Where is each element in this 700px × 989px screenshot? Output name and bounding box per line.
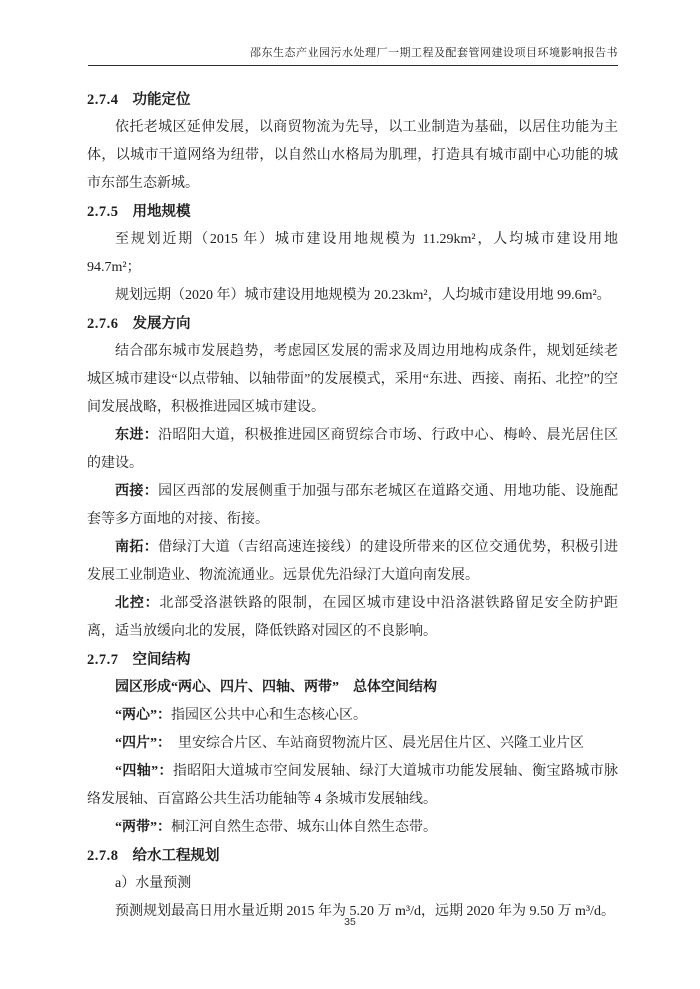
paragraph: [87, 590, 618, 646]
paragraph-text: 依托老城区延伸发展，以商贸物流为先导，以工业制造为基础，以居住功能为主体，以城市干道网络为纽带，以自然山水格局为肌理，打造具有城市副中心功能的城市东部生态新城。: [87, 120, 618, 191]
paragraph-lead: “四轴”：: [115, 764, 173, 779]
page-footer: [0, 916, 700, 928]
section-heading-2-7-8: [87, 842, 618, 870]
paragraph: [87, 534, 618, 590]
paragraph-text: 园区西部的发展侧重于加强与邵东老城区在道路交通、用地功能、设施配套等多方面地的对接、衔接。: [87, 484, 619, 527]
section-title: 给水工程规划: [132, 848, 220, 864]
paragraph-lead: 西接：: [115, 484, 159, 499]
section-number: 2.7.5: [87, 204, 119, 220]
paragraph-lead: “两心”：: [115, 708, 171, 723]
paragraph: [87, 282, 618, 310]
paragraph: [87, 814, 618, 842]
paragraph: [87, 226, 618, 282]
document-body: [87, 86, 618, 926]
section-number: 2.7.6: [87, 316, 119, 332]
paragraph-text: 至规划近期（2015 年）城市建设用地规模为 11.29km²，人均城市建设用地 94.7m²；: [87, 232, 618, 275]
header-title: 邵东生态产业园污水处理厂一期工程及配套管网建设项目环境影响报告书: [250, 47, 618, 59]
paragraph: [87, 730, 618, 758]
paragraph-lead: “四片”：: [115, 736, 164, 751]
section-title: 发展方向: [132, 316, 191, 332]
paragraph-text: 结合邵东城市发展趋势，考虑园区发展的需求及周边用地构成条件，规划延续老城区城市建设“以点带轴、以轴带面”的发展模式，采用“东进、西接、南拓、北控”的空间发展战略，积极推进园区城市建设。: [87, 344, 618, 415]
section-number: 2.7.8: [87, 848, 119, 864]
paragraph-lead: “两带”：: [115, 820, 171, 835]
paragraph: [87, 702, 618, 730]
section-title: 空间结构: [132, 652, 191, 668]
section-heading-2-7-4: [87, 86, 618, 114]
paragraph: [87, 114, 618, 198]
paragraph-text: 北部受洛湛铁路的限制，在园区城市建设中沿洛湛铁路留足安全防护距离，适当放缓向北的发展，降低铁路对园区的不良影响。: [87, 596, 619, 639]
section-heading-2-7-6: [87, 310, 618, 338]
section-number: 2.7.7: [87, 652, 119, 668]
section-heading-2-7-5: [87, 198, 618, 226]
paragraph-text: 指昭阳大道城市空间发展轴、绿汀大道城市功能发展轴、衡宝路城市脉络发展轴、百富路公共生活功能轴等 4 条城市发展轴线。: [87, 764, 619, 807]
paragraph-text: 指园区公共中心和生态核心区。: [171, 708, 367, 723]
paragraph: [87, 338, 618, 422]
paragraph-text: a）水量预测: [115, 876, 192, 891]
paragraph-text: 里安综合片区、车站商贸物流片区、晨光居住片区、兴隆工业片区: [164, 736, 584, 751]
section-title: 用地规模: [132, 204, 191, 220]
paragraph: [87, 674, 618, 702]
paragraph-lead: 东进：: [115, 428, 159, 443]
paragraph-text: 预测规划最高日用水量近期 2015 年为 5.20 万 m³/d，远期 2020 年为 9.50 万 m³/d。: [115, 904, 615, 919]
page-number: 35: [344, 916, 356, 928]
page-header: [88, 44, 618, 66]
paragraph-text: 园区形成“两心、四片、四轴、两带” 总体空间结构: [115, 680, 437, 695]
paragraph-text: 桐江河自然生态带、城东山体自然生态带。: [171, 820, 437, 835]
paragraph: [87, 478, 618, 534]
paragraph: [87, 870, 618, 898]
paragraph-text: 规划远期（2020 年）城市建设用地规模为 20.23km²，人均城市建设用地 99.6m²。: [115, 288, 611, 303]
section-heading-2-7-7: [87, 646, 618, 674]
paragraph-lead: 南拓：: [115, 540, 159, 555]
paragraph: [87, 422, 618, 478]
section-title: 功能定位: [132, 92, 191, 108]
paragraph-lead: 北控：: [115, 596, 160, 611]
paragraph-text: 借绿汀大道（吉绍高速连接线）的建设所带来的区位交通优势，积极引进发展工业制造业、物流流通业。远景优先沿绿汀大道向南发展。: [87, 540, 619, 583]
section-number: 2.7.4: [87, 92, 119, 108]
paragraph-text: 沿昭阳大道，积极推进园区商贸综合市场、行政中心、梅岭、晨光居住区的建设。: [87, 428, 619, 471]
paragraph: [87, 758, 618, 814]
